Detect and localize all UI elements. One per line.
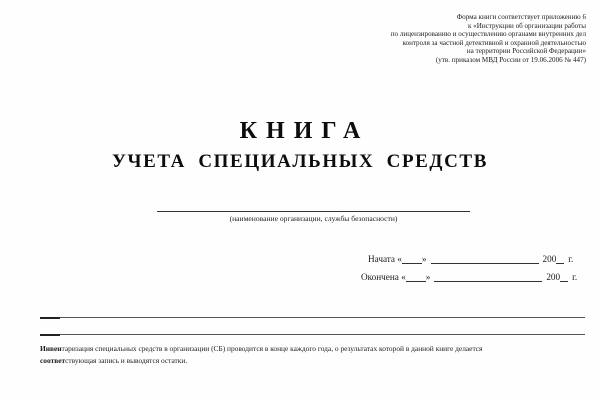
- inventory-note: [40, 343, 580, 366]
- end-month-field[interactable]: [434, 272, 542, 282]
- organization-name-field[interactable]: [157, 211, 470, 212]
- start-year-suffix: г.: [568, 254, 574, 264]
- end-year-field[interactable]: [560, 272, 568, 282]
- organization-caption: (наименование организации, службы безопасности): [229, 214, 398, 223]
- footer-text-1: таризация специальных средств в организации (СБ) проводится в конце каждого года, о результатах которой в данной книге делается: [61, 344, 483, 353]
- start-day-field[interactable]: [402, 254, 422, 264]
- end-date-row: [361, 272, 577, 282]
- end-year-suffix: г.: [572, 272, 578, 282]
- start-month-field[interactable]: [431, 254, 539, 264]
- note-line: Форма книги соответствует приложению 6: [456, 13, 586, 21]
- note-line: (утв. приказом МВД России от 19.06.2006 № 447): [435, 55, 586, 64]
- note-line: к «Инструкции об организации работы: [467, 21, 586, 30]
- note-line: на территории Российской Федерации»: [466, 47, 586, 56]
- divider-line-bottom: [40, 334, 585, 335]
- start-year-field[interactable]: [556, 254, 564, 264]
- footer-bold-2: соответ: [40, 355, 66, 365]
- title-book: КНИГА: [239, 118, 370, 144]
- end-year-prefix: 200: [546, 272, 561, 282]
- divider-line-top: [40, 317, 585, 318]
- start-year-prefix: 200: [542, 254, 557, 264]
- footer-text-2: ствующая запись и выводятся остатки.: [65, 355, 188, 365]
- start-close-quote: »: [421, 254, 427, 264]
- end-day-field[interactable]: [406, 272, 426, 282]
- note-line: по лицензированию и осуществлению органами внутренних дел: [390, 30, 586, 39]
- note-line: контроля за частной детективной и охранной деятельностью: [402, 38, 586, 47]
- start-date-row: [368, 254, 573, 264]
- title-subject: УЧЕТА СПЕЦИАЛЬНЫХ СРЕДСТВ: [112, 151, 488, 172]
- start-label: Начата «: [368, 254, 402, 264]
- form-reference-note: [286, 13, 586, 65]
- end-close-quote: »: [425, 272, 431, 282]
- footer-bold-1: Инвен: [40, 344, 62, 353]
- end-label: Окончена «: [361, 272, 406, 282]
